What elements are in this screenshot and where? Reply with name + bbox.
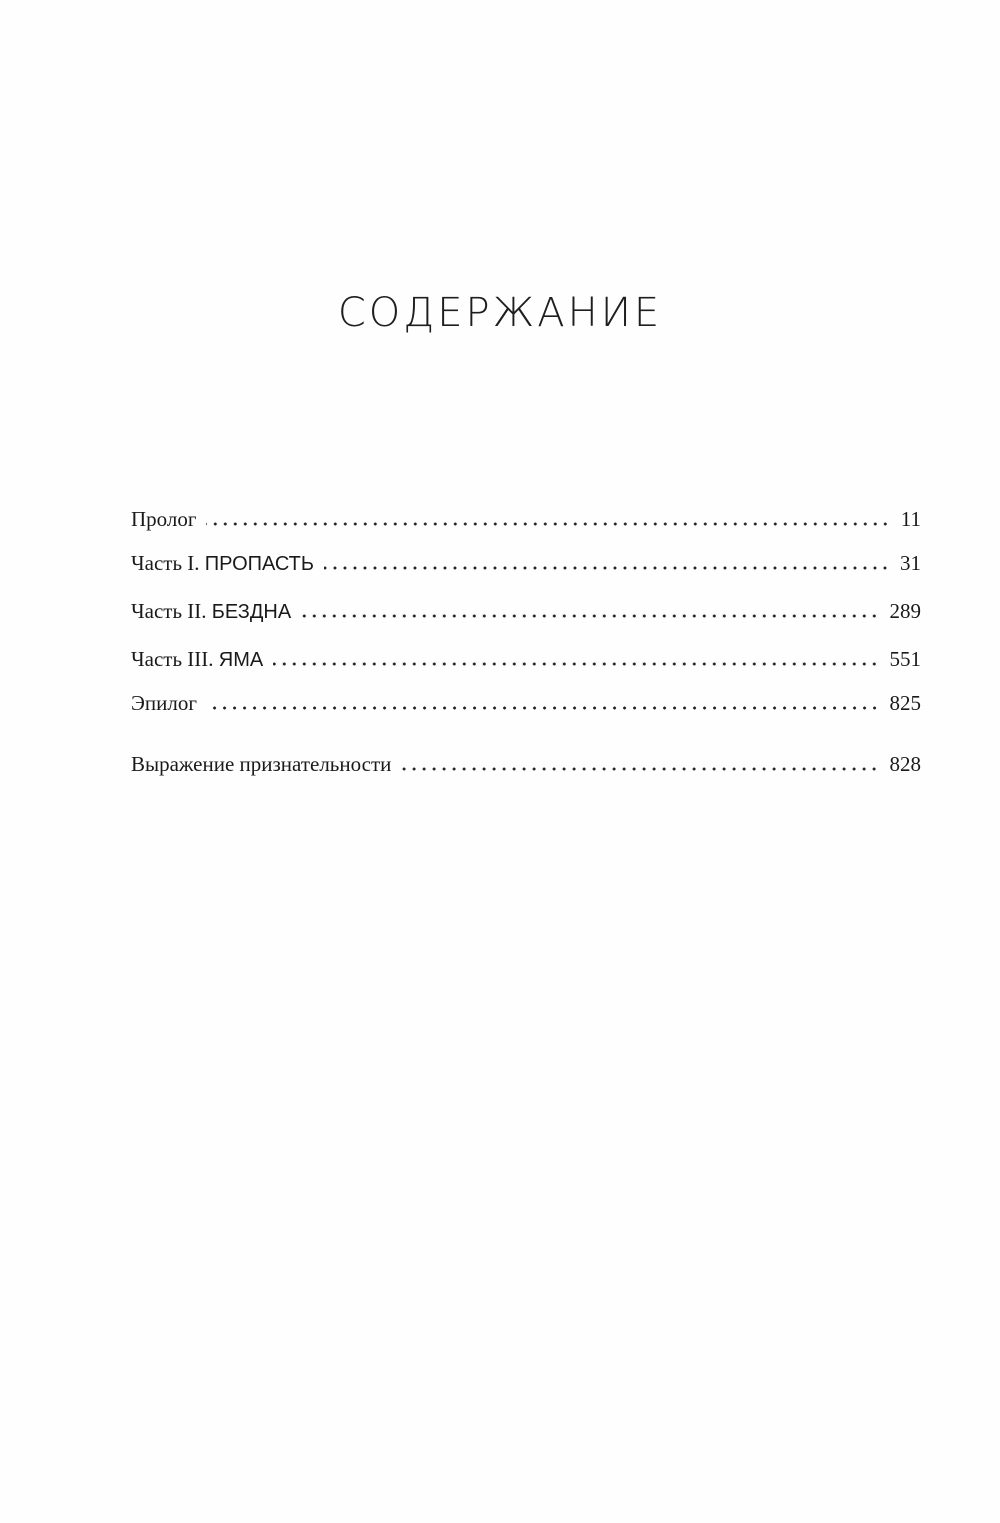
toc-entry-part-1[interactable] xyxy=(131,548,921,578)
toc-entry-part-3[interactable] xyxy=(131,644,921,674)
dot-leader xyxy=(301,614,879,618)
toc-entry-title: Часть I. ПРОПАСТЬ xyxy=(131,551,315,575)
dot-leader xyxy=(273,662,879,666)
toc-entry-page: 825 xyxy=(889,691,921,715)
toc-entry-title: Эпилог xyxy=(131,691,197,715)
toc-entry-part-2[interactable] xyxy=(131,596,921,626)
toc-entry-page: 31 xyxy=(900,551,921,575)
toc-entry-page: 551 xyxy=(889,647,921,671)
dot-leader xyxy=(206,522,890,526)
toc-entry-epilogue[interactable] xyxy=(131,688,921,718)
toc-entry-prologue[interactable] xyxy=(131,504,921,534)
toc-entry-page: 11 xyxy=(900,507,921,531)
dot-leader xyxy=(324,566,890,570)
toc-entry-title: Часть III. ЯМА xyxy=(131,647,264,671)
dot-leader xyxy=(207,706,880,710)
toc-entry-title: Часть II. БЕЗДНА xyxy=(131,599,292,623)
toc-entry-page: 828 xyxy=(889,752,921,776)
dot-leader xyxy=(401,767,879,771)
contents-heading: СОДЕРЖАНИЕ xyxy=(337,290,663,336)
toc-entry-acknowledgements[interactable] xyxy=(131,749,921,779)
toc-entry-title: Выражение признательности xyxy=(131,752,392,776)
toc-entry-page: 289 xyxy=(889,599,921,623)
toc-entry-title: Пролог xyxy=(131,507,197,531)
